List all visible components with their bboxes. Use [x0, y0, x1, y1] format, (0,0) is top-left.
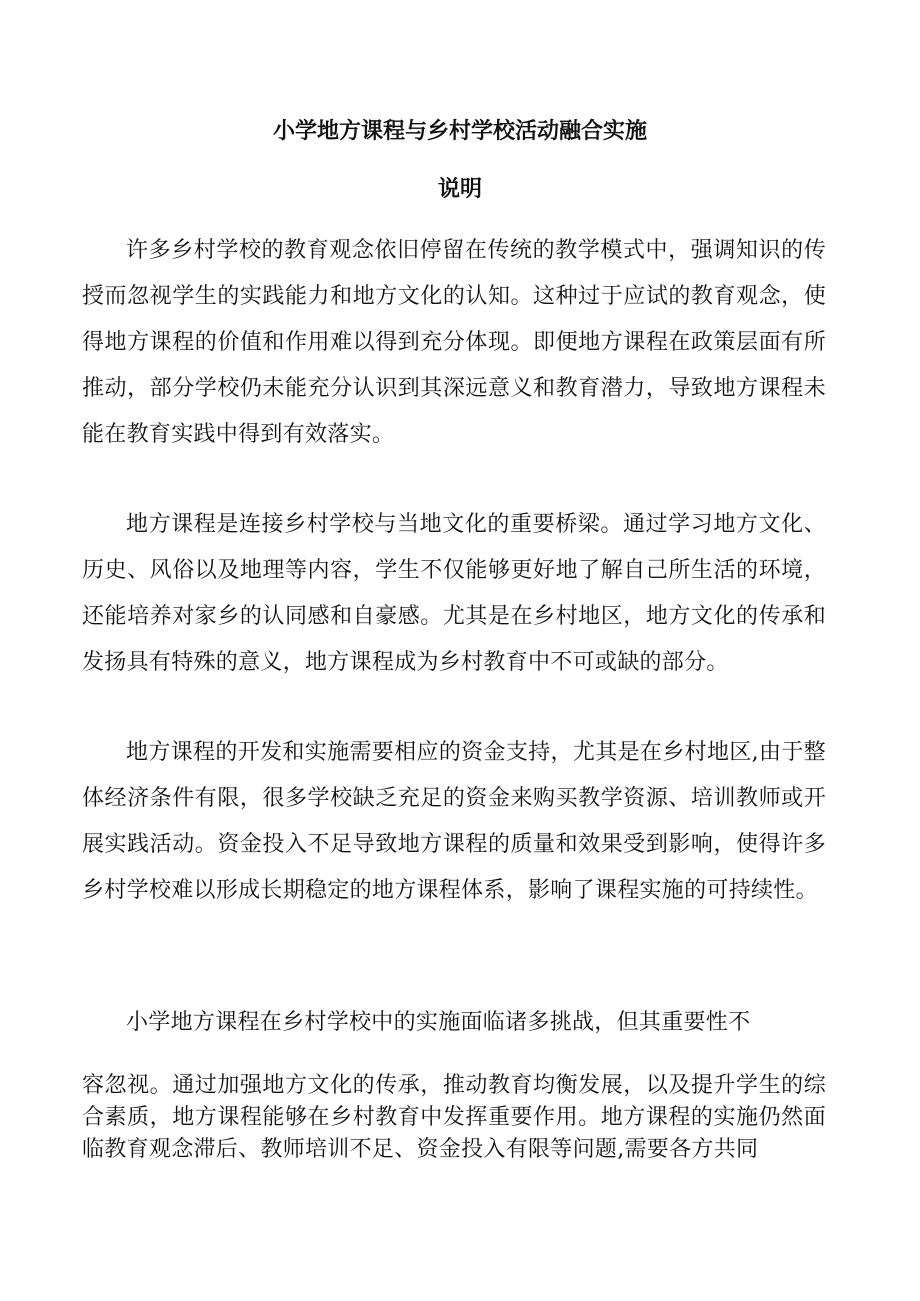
paragraph-2: 地方课程是连接乡村学校与当地文化的重要桥梁。通过学习地方文化、历史、风俗以及地理等内容，学生不仅能够更好地了解自己所生活的环境，还能培养对家乡的认同感和自豪感。尤其是在乡村地区，地方文化的传承和发扬具有特殊的意义，地方课程成为乡村教育中不可或缺的部分。 [82, 512, 826, 675]
paragraph-3: 地方课程的开发和实施需要相应的资金支持，尤其是在乡村地区,由于整体经济条件有限，很多学校缺乏充足的资金来购买教学资源、培训教师或开展实践活动。资金投入不足导致地方课程的质量和效果受到影响，使得许多乡村学校难以形成长期稳定的地方课程体系，影响了课程实施的可持续性。 [82, 740, 826, 903]
paragraph-4: 小学地方课程在乡村学校中的实施面临诸多挑战，但其重要性不 [126, 1010, 751, 1035]
document-subtitle: 说明 [437, 176, 482, 202]
paragraph-5: 容忽视。通过加强地方文化的传承，推动教育均衡发展，以及提升学生的综合素质，地方课程能够在乡村教育中发挥重要作用。地方课程的实施仍然面临教育观念滞后、教师培训不足、资金投入有限等问题,需要各方共同 [82, 1073, 826, 1162]
document-title: 小学地方课程与乡村学校活动融合实施 [272, 118, 647, 144]
paragraph-1: 许多乡村学校的教育观念依旧停留在传统的教学模式中，强调知识的传授而忽视学生的实践能力和地方文化的认知。这种过于应试的教育观念，使得地方课程的价值和作用难以得到充分体现。即便地方课程在政策层面有所推动，部分学校仍未能充分认识到其深远意义和教育潜力，导致地方课程未能在教育实践中得到有效落实。 [82, 238, 826, 447]
